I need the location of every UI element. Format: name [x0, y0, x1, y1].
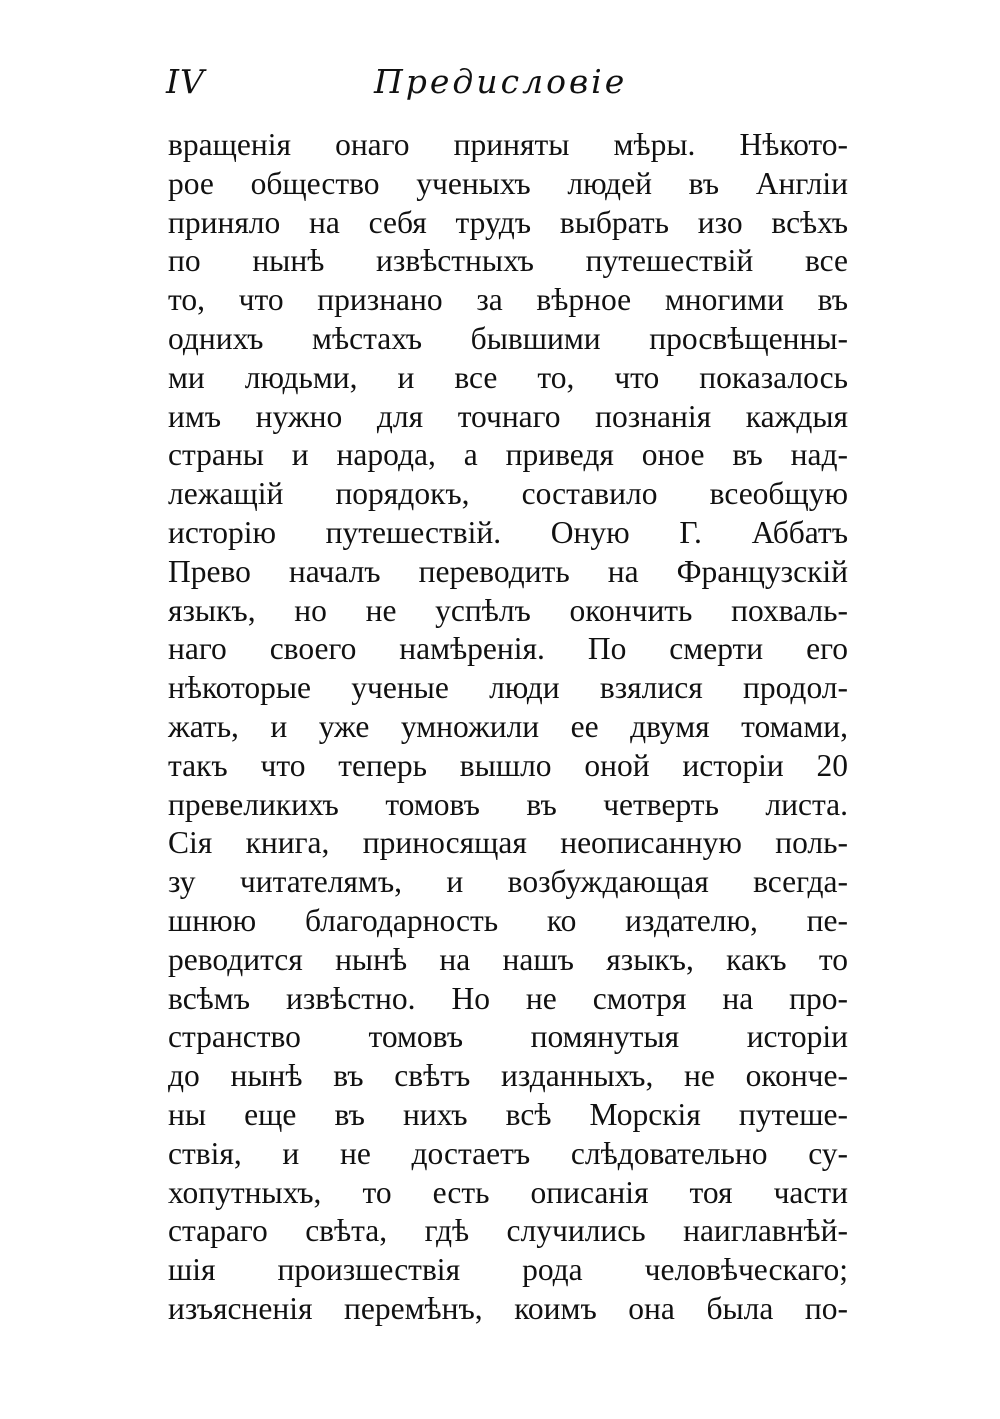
text-line: рое общество ученыхъ людей въ Англіи [168, 165, 848, 201]
text-line: хопутныхъ, то есть описанія тоя части [168, 1174, 848, 1210]
text-line: до нынѣ въ свѣтъ изданныхъ, не оконче- [168, 1058, 848, 1094]
text-line: по нынѣ извѣстныхъ путешествій все [168, 243, 848, 279]
text-line: однихъ мѣстахъ бывшими просвѣщенны- [168, 320, 848, 356]
text-line: зу читателямъ, и возбуждающая всегда- [168, 864, 848, 900]
text-line: шнюю благодарность ко издателю, пе- [168, 902, 848, 938]
text-line: превеликихъ томовъ въ четверть листа. [168, 786, 848, 822]
text-line: реводится нынѣ на нашъ языкъ, какъ то [168, 941, 848, 977]
text-line: приняло на себя трудъ выбрать изо всѣхъ [168, 204, 848, 240]
text-line: ны еще въ нихъ всѣ Морскія путеше- [168, 1096, 848, 1132]
text-line: наго своего намѣренія. По смерти его [168, 631, 848, 667]
text-line: языкъ, но не успѣлъ окончить похваль- [168, 592, 848, 628]
text-line: изъясненія перемѣнъ, коимъ она была по- [168, 1290, 848, 1326]
text-line: ствія, и не достаетъ слѣдовательно су- [168, 1135, 848, 1171]
running-title: Предисловіе [374, 62, 628, 101]
text-line: всѣмъ извѣстно. Но не смотря на про- [168, 980, 848, 1016]
text-line: такъ что теперь вышло оной исторіи 20 [168, 747, 848, 783]
text-line: имъ нужно для точнаго познанія каждыя [168, 398, 848, 434]
text-line: шія произшествія рода человѣческаго; [168, 1252, 848, 1288]
page-number: IV [166, 62, 205, 101]
text-line: то, что признано за вѣрное многими въ [168, 282, 848, 318]
page-header [166, 62, 846, 112]
text-line: нѣкоторые ученые люди взялися продол- [168, 670, 848, 706]
text-line: лежащій порядокъ, составило всеобщую [168, 476, 848, 512]
text-line: жать, и уже умножили ее двумя томами, [168, 708, 848, 744]
text-line: ми людьми, и все то, что показалось [168, 359, 848, 395]
text-line: Сія книга, приносящая неописанную поль- [168, 825, 848, 861]
text-line: Прево началъ переводить на Французскій [168, 553, 848, 589]
body-text [168, 126, 848, 1329]
text-line: стараго свѣта, гдѣ случились наиглавнѣй- [168, 1213, 848, 1249]
text-line: исторію путешествій. Оную Г. Аббатъ [168, 514, 848, 550]
text-line: страны и народа, а приведя оное въ над- [168, 437, 848, 473]
text-line: странство томовъ помянутыя исторіи [168, 1019, 848, 1055]
text-line: вращенія онаго приняты мѣры. Нѣкото- [168, 127, 848, 162]
